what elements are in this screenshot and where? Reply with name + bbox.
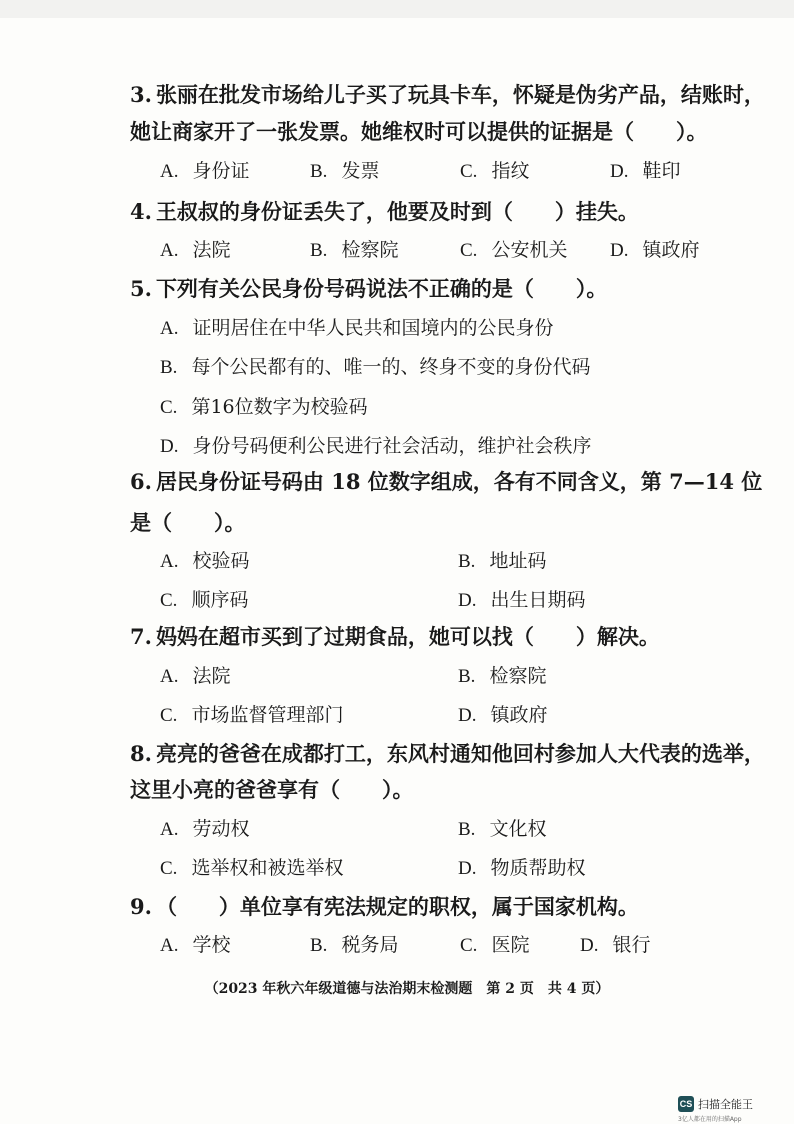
q6-option-a: A. 校验码 bbox=[160, 550, 250, 572]
q6-option-c: C. 顺序码 bbox=[160, 589, 249, 611]
q4-option-d: D. 镇政府 bbox=[610, 239, 700, 261]
question-6: 6. 居民身份证号码由 18 位数字组成，各有不同含义，第 7—14 位 bbox=[130, 469, 763, 494]
question-7: 7. 妈妈在超市买到了过期食品，她可以找（ ）解决。 bbox=[130, 624, 660, 649]
q5-option-a: A. 证明居住在中华人民共和国境内的公民身份 bbox=[160, 317, 554, 339]
q3-option-a: A. 身份证 bbox=[160, 160, 250, 182]
q4-option-c: C. 公安机关 bbox=[460, 239, 568, 261]
question-3: 3. 张丽在批发市场给儿子买了玩具卡车，怀疑是伪劣产品，结账时， bbox=[130, 82, 765, 107]
q7-option-b: B. 检察院 bbox=[458, 665, 547, 687]
q4-option-a: A. 法院 bbox=[160, 239, 231, 261]
scan-shadow bbox=[0, 0, 794, 18]
question-9: 9. （ ）单位享有宪法规定的职权，属于国家机构。 bbox=[130, 894, 639, 919]
question-5: 5. 下列有关公民身份号码说法不正确的是（ ）。 bbox=[130, 276, 608, 301]
q7-option-c: C. 市场监督管理部门 bbox=[160, 704, 344, 726]
q8-option-d: D. 物质帮助权 bbox=[458, 857, 586, 879]
question-8-line2: 这里小亮的爸爸享有（ ）。 bbox=[130, 777, 414, 802]
question-8: 8. 亮亮的爸爸在成都打工，东风村通知他回村参加人大代表的选举， bbox=[130, 741, 765, 766]
q5-option-b: B. 每个公民都有的、唯一的、终身不变的身份代码 bbox=[160, 356, 591, 378]
page-footer: （2023 年秋六年级道德与法治期末检测题 第 2 页 共 4 页） bbox=[204, 981, 610, 997]
q6-option-d: D. 出生日期码 bbox=[458, 589, 586, 611]
scanner-subtitle: 3亿人都在用的扫描App bbox=[678, 1116, 742, 1123]
q6-option-b: B. 地址码 bbox=[458, 550, 547, 572]
q7-option-a: A. 法院 bbox=[160, 665, 231, 687]
scanner-title: 扫描全能王 bbox=[698, 1098, 753, 1111]
question-3-line2: 她让商家开了一张发票。她维权时可以提供的证据是（ ）。 bbox=[130, 119, 708, 144]
q3-option-b: B. 发票 bbox=[310, 160, 380, 182]
q9-option-b: B. 税务局 bbox=[310, 934, 399, 956]
question-4: 4. 王叔叔的身份证丢失了，他要及时到（ ）挂失。 bbox=[130, 199, 639, 224]
q8-option-b: B. 文化权 bbox=[458, 818, 547, 840]
q7-option-d: D. 镇政府 bbox=[458, 704, 548, 726]
q5-option-c: C. 第16位数字为校验码 bbox=[160, 396, 368, 418]
q8-option-c: C. 选举权和被选举权 bbox=[160, 857, 344, 879]
scanner-badge bbox=[678, 1096, 753, 1112]
camscanner-icon: CS bbox=[678, 1096, 694, 1112]
q9-option-c: C. 医院 bbox=[460, 934, 530, 956]
q9-option-a: A. 学校 bbox=[160, 934, 231, 956]
q9-option-d: D. 银行 bbox=[580, 934, 651, 956]
q5-option-d: D. 身份号码便利公民进行社会活动，维护社会秩序 bbox=[160, 435, 592, 457]
q3-option-c: C. 指纹 bbox=[460, 160, 530, 182]
q8-option-a: A. 劳动权 bbox=[160, 818, 250, 840]
q4-option-b: B. 检察院 bbox=[310, 239, 399, 261]
q3-option-d: D. 鞋印 bbox=[610, 160, 681, 182]
question-6-line2: 是（ ）。 bbox=[130, 510, 246, 535]
